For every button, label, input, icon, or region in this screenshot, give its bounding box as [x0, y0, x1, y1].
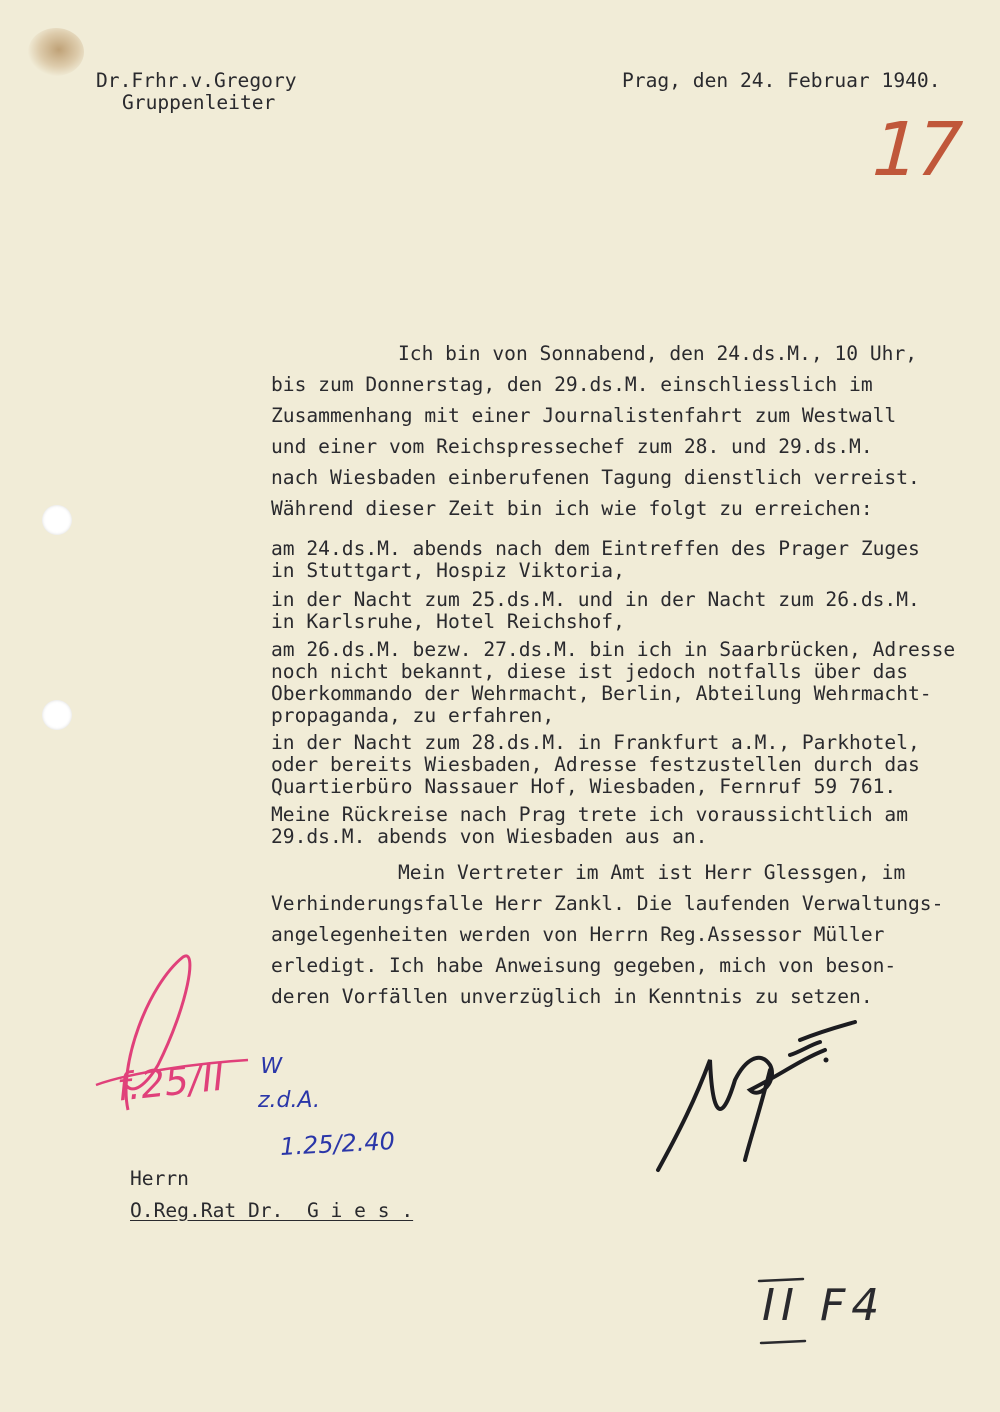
- rust-stain: [28, 28, 84, 76]
- punch-hole-upper: [42, 505, 72, 535]
- closing-line: erledigt. Ich habe Anweisung gegeben, mich von beson-: [271, 954, 897, 977]
- itinerary-line: Meine Rückreise nach Prag trete ich voraussichtlich am: [271, 803, 909, 826]
- itinerary-line: oder bereits Wiesbaden, Adresse festzustellen durch das: [271, 753, 920, 776]
- blue-note-date: 1.25/2.40: [279, 1127, 396, 1161]
- itinerary-line: in Stuttgart, Hospiz Viktoria,: [271, 559, 625, 582]
- intro-line: nach Wiesbaden einberufenen Tagung dienstlich verreist.: [271, 466, 920, 489]
- signature: [650, 1020, 860, 1175]
- recipient-name: O.Reg.Rat Dr. G i e s .: [130, 1199, 414, 1222]
- itinerary-line: Oberkommando der Wehrmacht, Berlin, Abteilung Wehrmacht-: [271, 682, 932, 705]
- intro-line: und einer vom Reichspressechef zum 28. und 29.ds.M.: [271, 435, 873, 458]
- place-date: Prag, den 24. Februar 1940.: [622, 69, 941, 92]
- itinerary-line: am 24.ds.M. abends nach dem Eintreffen des Prager Zuges: [271, 537, 920, 560]
- intro-line: Während dieser Zeit bin ich wie folgt zu erreichen:: [271, 497, 873, 520]
- itinerary-line: in der Nacht zum 25.ds.M. und in der Nacht zum 26.ds.M.: [271, 588, 920, 611]
- closing-line: angelegenheiten werden von Herrn Reg.Assessor Müller: [271, 923, 885, 946]
- sender-title: Gruppenleiter: [122, 91, 276, 114]
- closing-line: Verhinderungsfalle Herr Zankl. Die laufenden Verwaltungs-: [271, 892, 944, 915]
- itinerary-line: noch nicht bekannt, diese ist jedoch notfalls über das: [271, 660, 909, 683]
- intro-line: bis zum Donnerstag, den 29.ds.M. einschliesslich im: [271, 373, 873, 396]
- itinerary-line: in Karlsruhe, Hotel Reichshof,: [271, 610, 625, 633]
- folio-number: 17: [861, 107, 969, 193]
- recipient-salutation: Herrn: [130, 1167, 189, 1190]
- itinerary-line: Quartierbüro Nassauer Hof, Wiesbaden, Fernruf 59 761.: [271, 775, 897, 798]
- blue-note-zda: z.d.A.: [258, 1088, 320, 1113]
- closing-line: deren Vorfällen unverzüglich in Kenntnis zu setzen.: [271, 985, 873, 1008]
- blue-mark: W: [257, 1054, 284, 1079]
- itinerary-line: propaganda, zu erfahren,: [271, 704, 555, 727]
- file-code: II F4: [762, 1280, 886, 1331]
- intro-line: Zusammenhang mit einer Journalistenfahrt zum Westwall: [271, 404, 897, 427]
- itinerary-line: am 26.ds.M. bezw. 27.ds.M. bin ich in Saarbrücken, Adresse: [271, 638, 956, 661]
- itinerary-line: in der Nacht zum 28.ds.M. in Frankfurt a.M., Parkhotel,: [271, 731, 920, 754]
- pink-note: f.25/II: [115, 1054, 227, 1110]
- file-code-overline: [755, 1275, 815, 1350]
- itinerary-line: 29.ds.M. abends von Wiesbaden aus an.: [271, 825, 708, 848]
- closing-line: Mein Vertreter im Amt ist Herr Glessgen, im: [398, 861, 906, 884]
- sender-name: Dr.Frhr.v.Gregory: [96, 69, 297, 92]
- intro-line: Ich bin von Sonnabend, den 24.ds.M., 10 Uhr,: [398, 342, 918, 365]
- punch-hole-lower: [42, 700, 72, 730]
